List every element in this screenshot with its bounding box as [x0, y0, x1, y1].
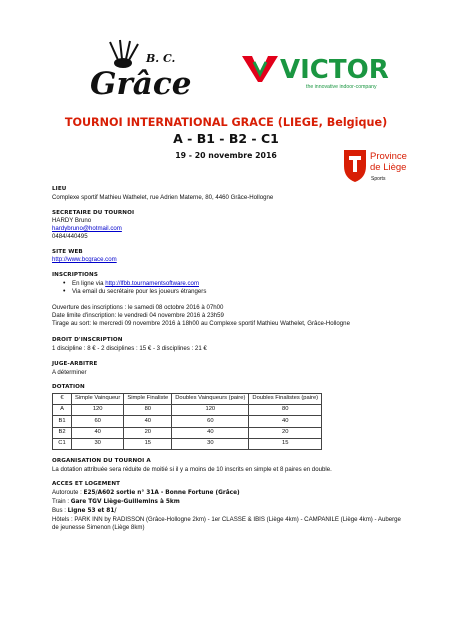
province-emblem-icon — [344, 150, 366, 182]
dotation-heading: DOTATION — [52, 384, 85, 391]
tournament-software-link[interactable]: http://lfbb.tournamentsoftware.com — [105, 279, 200, 287]
table-cell: 15 — [124, 438, 172, 449]
train-value: Gare TGV Liège-Guillemins à 5km — [70, 498, 180, 505]
site-heading: SITE WEB — [52, 248, 83, 255]
grace-logo-name: Grâce — [90, 66, 192, 102]
section-acces — [52, 481, 402, 531]
acces-heading: ACCES ET LOGEMENT — [52, 481, 121, 488]
droit-heading: DROIT D'INSCRIPTION — [52, 337, 123, 344]
table-cell: 15 — [249, 438, 322, 449]
table-cell: 120 — [172, 405, 249, 416]
secretaire-phone: 0484/440495 — [52, 232, 88, 240]
inscriptions-tirage: Tirage au sort: le mercredi 09 novembre 2016 à 18h00 au Complexe sportif Mathieu Wathelet, Grâce-Hollogne — [52, 319, 350, 327]
table-header-cell: Simple Finaliste — [124, 394, 172, 405]
table-header-cell: Doubles Vainqueurs (paire) — [172, 394, 249, 405]
section-organisation — [52, 458, 402, 474]
table-header-cell: € — [53, 394, 72, 405]
juge-text: A déterminer — [52, 368, 87, 376]
table-cell: 120 — [72, 405, 124, 416]
table-cell: C1 — [53, 438, 72, 449]
autoroute-value: E25/A602 sortie n° 31A - Bonne Fortune (Grâce) — [83, 490, 240, 497]
province-line1: Province — [370, 151, 407, 162]
table-header-cell: Doubles Finalistes (paire) — [249, 394, 322, 405]
train-label: Train : — [52, 497, 71, 505]
site-web-link[interactable]: http://www.bcgrace.com — [52, 256, 117, 264]
inscriptions-heading: INSCRIPTIONS — [52, 272, 98, 279]
table-cell: 40 — [124, 416, 172, 427]
tournament-dates: 19 - 20 novembre 2016 — [175, 151, 277, 160]
victor-name: VICTOR — [280, 55, 389, 85]
table-cell: 30 — [172, 438, 249, 449]
table-row — [53, 427, 322, 438]
bc-grace-logo — [88, 38, 192, 102]
list-item — [72, 288, 402, 296]
droit-text: 1 discipline : 8 € - 2 disciplines : 15 € - 3 disciplines : 21 € — [52, 345, 207, 353]
table-cell: 20 — [124, 427, 172, 438]
organisation-heading: ORGANISATION DU TOURNOI A — [52, 457, 151, 464]
section-dotation — [52, 384, 402, 450]
organisation-text: La dotation attribuée sera réduite de moitié si il y a moins de 10 inscrits en simple et 8 paires en double. — [52, 465, 332, 473]
list-item — [72, 280, 402, 288]
table-row — [53, 405, 322, 416]
table-cell: 40 — [172, 427, 249, 438]
table-header-row — [53, 394, 322, 405]
juge-heading: JUGE-ARBITRE — [52, 360, 98, 367]
table-cell: 40 — [72, 427, 124, 438]
section-site-web — [52, 249, 402, 265]
section-droit — [52, 337, 402, 353]
province-liege-logo — [342, 146, 414, 184]
table-cell: B1 — [53, 416, 72, 427]
table-cell: 80 — [249, 405, 322, 416]
table-cell: A — [53, 405, 72, 416]
hotels-text: Hôtels : PARK INN by RADISSON (Grâce-Hollogne 2km) - 1er CLASSE & IBIS (Liège 4km) - CAMPANILE (Liège 4km) - Auberge de jeunesse Simenon (Liège 8km) — [52, 515, 401, 531]
bus-value: Ligne 53 et 81/ — [67, 507, 117, 514]
table-row — [53, 416, 322, 427]
bus-label: Bus : — [52, 506, 68, 514]
victor-logo — [240, 50, 390, 92]
table-cell: 80 — [124, 405, 172, 416]
shuttlecock-icon — [110, 40, 138, 67]
lieu-heading: LIEU — [52, 186, 67, 192]
lieu-text: Complexe sportif Mathieu Wathelet, rue Adrien Materne, 80, 4460 Grâce-Hollogne — [52, 193, 274, 201]
inscriptions-online-prefix: En ligne via — [72, 279, 106, 287]
section-secretaire — [52, 210, 402, 241]
inscriptions-limite: Date limite d'inscription: le vendredi 04 novembre 2016 à 23h59 — [52, 311, 224, 319]
table-header-cell: Simple Vainqueur — [72, 394, 124, 405]
tournament-categories: A - B1 - B2 - C1 — [173, 131, 279, 146]
province-line2: de Liège — [370, 162, 407, 173]
table-cell: 20 — [249, 427, 322, 438]
secretaire-email-link[interactable]: hardybruno@hotmail.com — [52, 225, 122, 232]
inscriptions-email-text: Via email du secrétaire pour les joueurs étrangers — [72, 287, 207, 295]
table-cell: 60 — [172, 416, 249, 427]
table-cell: B2 — [53, 427, 72, 438]
grace-logo-top: B. C. — [146, 52, 176, 65]
table-cell: 30 — [72, 438, 124, 449]
victor-tagline: the innovative indoor-company — [306, 84, 377, 90]
inscriptions-ouverture: Ouverture des inscriptions : le samedi 08 octobre 2016 à 07h00 — [52, 303, 224, 311]
section-inscriptions — [52, 272, 402, 327]
autoroute-label: Autoroute : — [52, 489, 84, 497]
victor-emblem-icon — [242, 56, 278, 82]
province-sports: Sports — [371, 176, 386, 182]
section-juge — [52, 361, 402, 377]
secretaire-heading: SECRETAIRE DU TOURNOI — [52, 209, 135, 216]
table-cell: 60 — [72, 416, 124, 427]
inscriptions-list — [52, 280, 402, 296]
secretaire-name: HARDY Bruno — [52, 217, 92, 225]
section-lieu — [52, 186, 402, 202]
table-cell: 40 — [249, 416, 322, 427]
table-row — [53, 438, 322, 449]
document-body — [52, 186, 402, 540]
dotation-table — [52, 393, 322, 450]
tournament-title: TOURNOI INTERNATIONAL GRACE (LIEGE, Belgique) — [64, 116, 388, 129]
